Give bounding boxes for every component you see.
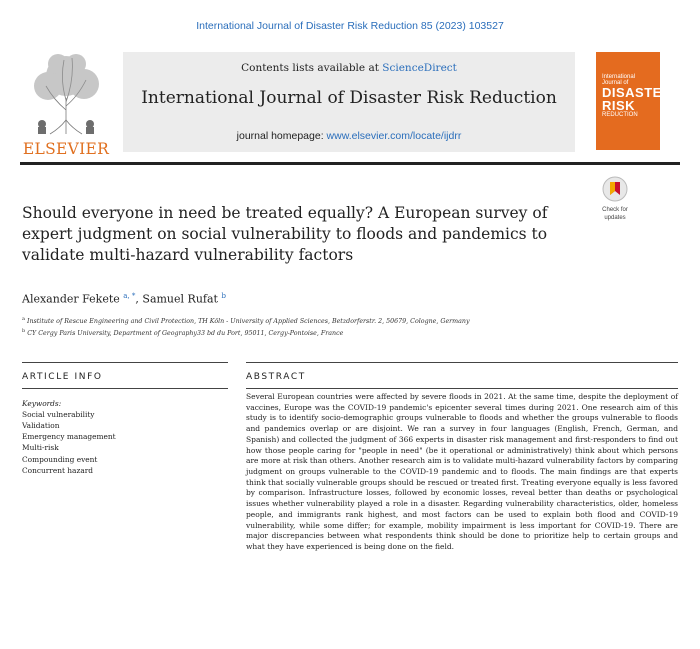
cover-line2: DISASTER	[602, 85, 672, 100]
keywords-label: Keywords:	[22, 399, 62, 408]
publisher-logo	[20, 50, 112, 158]
journal-masthead	[123, 52, 575, 152]
keyword-item[interactable]: Social vulnerability	[22, 410, 95, 420]
check-updates-label1: Check for	[602, 207, 628, 213]
contents-line	[123, 62, 575, 74]
journal-reference[interactable]: International Journal of Disaster Risk Reduction 85 (2023) 103527	[196, 20, 504, 32]
keyword-item[interactable]: Emergency management	[22, 432, 116, 442]
author-affiliation-mark[interactable]: a, *	[123, 292, 136, 300]
cover-line3: RISK	[602, 98, 636, 113]
article-title: Should everyone in need be treated equally? A European survey of expert judgment on social vulnerability to floods and pandemics to validate multi-hazard vulnerability factors	[22, 204, 548, 264]
affiliation-mark: a	[22, 316, 25, 322]
affiliation-text: Institute of Rescue Engineering and Civil Protection, TH Köln - University of Applied Sciences, Betzdorferstr. 2, 50679, Cologne, Germany	[27, 318, 470, 326]
keyword-item[interactable]: Validation	[22, 421, 60, 431]
keyword-item[interactable]: Compounding event	[22, 454, 98, 464]
article-info-bottom-rule	[22, 388, 228, 389]
cover-line4: REDUCTION	[602, 112, 638, 118]
tree-logo-icon	[20, 50, 112, 136]
homepage-prefix: journal homepage:	[236, 130, 327, 142]
keyword-item[interactable]: Concurrent hazard	[22, 465, 94, 475]
keyword-item[interactable]: Multi-risk	[22, 443, 59, 453]
affiliation-item	[22, 315, 470, 327]
abstract-body: Several European countries were affected by severe floods in 2021. At the same time, despite the deployment of vaccines, Europe was the COVID-19 pandemic's epicenter several times during 2021. One research aim of this study is to identify socio-demographic groups vulnerable to floods and whether the groups vulnerable to floods and pandemics overlap or are disjoint. We ran a survey in four languages (English, French, German, and Spanish) and collected the judgment of 366 experts in disaster risk management and first-responders to find out how those people caring for "people in need" (be it operational or administratively) think about which persons are more at risk than others. Another research aim is to validate multi-hazard vulnerability factors by comparing judgment on groups vulnerable to the COVID-19 pandemic and to floods. The main findings are that experts think that socially vulnerable groups should be rescued or treated first. Treating everyone equally is less favored by comparison. Infrastructure losses, followed by economic losses, reveal better than deaths or psychological issues whether vulnerability played a role in a disaster. Regarding vulnerability characteristics, older, homeless people, and immigrants rank highest, and most factors can be used to explain both flood and COVID-19 vulnerability, while some differ; for example, mobility impairment is less important for COVID-19. There are major discrepancies between what respondents think should be done to prioritize help to certain groups and what they have experienced is being done on the field.	[246, 392, 678, 552]
cover-line1: International Journal of	[602, 74, 636, 86]
journal-cover-image[interactable]	[596, 52, 672, 150]
author-affiliation-mark[interactable]: b	[221, 292, 226, 300]
author-list	[22, 292, 226, 306]
header-rule	[20, 162, 680, 165]
contents-prefix: Contents lists available at	[241, 62, 383, 74]
author-separator: ,	[135, 292, 143, 306]
journal-homepage-link[interactable]: www.elsevier.com/locate/ijdrr	[326, 130, 462, 142]
affiliation-list	[22, 315, 470, 340]
keywords-list	[22, 398, 116, 476]
article-info-top-rule	[22, 362, 228, 363]
article-info-heading: ARTICLE INFO	[22, 372, 103, 382]
publisher-name: ELSEVIER	[22, 140, 110, 158]
affiliation-text: CY Cergy Paris University, Department of Geography33 bd du Port, 95011, Cergy-Pontoise, France	[27, 330, 344, 338]
author-name[interactable]: Alexander Fekete	[22, 292, 120, 306]
abstract-top-rule	[246, 362, 678, 363]
abstract-heading: ABSTRACT	[246, 372, 306, 382]
author-name[interactable]: Samuel Rufat	[142, 292, 218, 306]
abstract-bottom-rule	[246, 388, 678, 389]
check-for-updates-button[interactable]	[596, 176, 634, 221]
affiliation-mark: b	[22, 328, 26, 335]
affiliation-item	[22, 327, 470, 339]
cover-title	[602, 74, 672, 118]
check-updates-label2: updates	[604, 214, 626, 221]
check-updates-icon	[602, 176, 628, 202]
sciencedirect-link[interactable]: ScienceDirect	[382, 62, 457, 74]
journal-title: International Journal of Disaster Risk Reduction	[141, 88, 557, 108]
homepage-line	[123, 130, 575, 142]
